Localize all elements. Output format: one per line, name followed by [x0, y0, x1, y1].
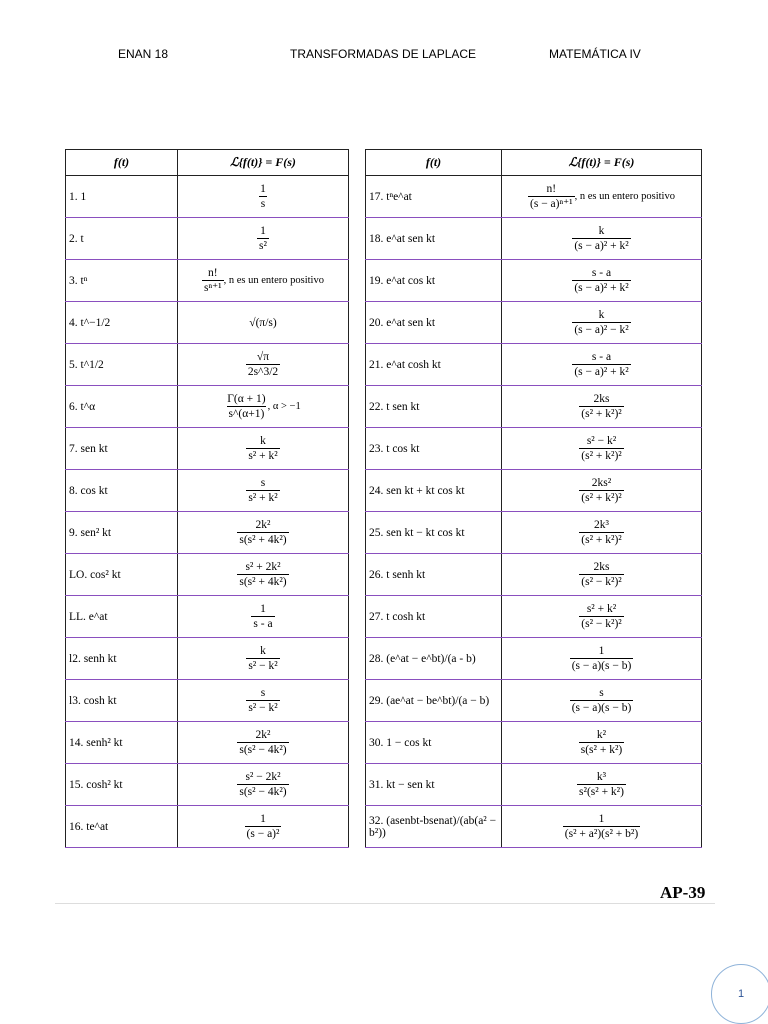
- denominator: (s² + k²)²: [581, 534, 622, 546]
- function-cell: 5. t^1/2: [66, 344, 178, 386]
- numerator: k: [260, 435, 266, 447]
- fraction: [579, 602, 623, 631]
- function-cell: 6. t^α: [66, 386, 178, 428]
- function-cell: 14. senh² kt: [66, 722, 178, 764]
- transform-cell: [178, 638, 349, 680]
- fraction: [257, 224, 269, 253]
- table-row: [66, 806, 349, 848]
- column-header-function: f(t): [66, 150, 178, 176]
- page-number: 1: [737, 988, 745, 1000]
- table-row: [66, 386, 349, 428]
- numerator: 2ks: [593, 393, 610, 405]
- function-cell: LL. e^at: [66, 596, 178, 638]
- condition-note: , α > −1: [267, 401, 301, 412]
- denominator: (s² + a²)(s² + b²): [564, 828, 639, 840]
- function-cell: 22. t sen kt: [366, 386, 502, 428]
- transform-cell: [178, 260, 349, 302]
- fraction: [237, 728, 288, 757]
- denominator: s^(α+1): [228, 408, 265, 420]
- table-row: [366, 596, 702, 638]
- transform-cell: [178, 806, 349, 848]
- denominator: 2s^3/2: [247, 366, 279, 378]
- numerator: 2ks²: [591, 477, 612, 489]
- denominator: s(s² − 4k²): [239, 786, 287, 798]
- function-cell: 23. t cos kt: [366, 428, 502, 470]
- fraction: [579, 434, 623, 463]
- transform-cell: [502, 764, 702, 806]
- fraction: [579, 476, 623, 505]
- function-cell: 21. e^at cosh kt: [366, 344, 502, 386]
- table-row: [66, 470, 349, 512]
- table-row: [366, 764, 702, 806]
- table-row: [66, 596, 349, 638]
- table-row: [366, 806, 702, 848]
- transform-cell: [502, 554, 702, 596]
- fraction: [579, 392, 623, 421]
- numerator: 1: [260, 813, 266, 825]
- table-row: [66, 680, 349, 722]
- fraction: [246, 476, 279, 505]
- function-cell: 15. cosh² kt: [66, 764, 178, 806]
- numerator: s² + 2k²: [245, 561, 281, 573]
- transform-cell: [502, 260, 702, 302]
- fraction: [246, 686, 279, 715]
- table-row: [66, 722, 349, 764]
- fraction: [563, 812, 640, 841]
- denominator: s(s² + 4k²): [239, 534, 287, 546]
- denominator: s² − k²: [248, 660, 278, 672]
- transform-cell: [502, 470, 702, 512]
- table-row: [66, 218, 349, 260]
- function-cell: 20. e^at sen kt: [366, 302, 502, 344]
- function-cell: 3. tⁿ: [66, 260, 178, 302]
- numerator: s - a: [591, 351, 612, 363]
- numerator: 2k²: [255, 519, 271, 531]
- table-row: [366, 386, 702, 428]
- fraction: [570, 644, 634, 673]
- condition-note: , n es un entero positivo: [223, 275, 324, 286]
- table-row: [66, 344, 349, 386]
- function-cell: 31. kt − sen kt: [366, 764, 502, 806]
- numerator: s² + k²: [586, 603, 617, 615]
- table-row: [366, 176, 702, 218]
- table-row: [366, 218, 702, 260]
- fraction: [579, 728, 625, 757]
- transform-cell: [178, 554, 349, 596]
- table-row: [366, 428, 702, 470]
- numerator: k³: [596, 771, 607, 783]
- table-row: [366, 554, 702, 596]
- function-cell: 29. (ae^at − be^bt)/(a − b): [366, 680, 502, 722]
- numerator: k²: [596, 729, 607, 741]
- header-right: MATEMÁTICA IV: [549, 47, 641, 61]
- transform-cell: [178, 596, 349, 638]
- fraction: [528, 182, 575, 211]
- transform-cell: [502, 176, 702, 218]
- denominator: (s − a)² + k²: [574, 282, 629, 294]
- denominator: s²: [259, 240, 267, 252]
- numerator: 2k²: [255, 729, 271, 741]
- denominator: s² + k²: [248, 492, 278, 504]
- table-row: [66, 764, 349, 806]
- divider: [55, 903, 715, 904]
- table-row: [66, 302, 349, 344]
- numerator: s² − 2k²: [245, 771, 281, 783]
- function-cell: 7. sen kt: [66, 428, 178, 470]
- fraction: [202, 266, 224, 295]
- numerator: s - a: [591, 267, 612, 279]
- header-left: ENAN 18: [118, 47, 169, 61]
- numerator: √π: [256, 351, 270, 363]
- function-cell: 4. t^−1/2: [66, 302, 178, 344]
- function-cell: 25. sen kt − kt cos kt: [366, 512, 502, 554]
- numerator: k: [598, 309, 605, 321]
- fraction: [258, 182, 268, 211]
- fraction: [251, 602, 274, 631]
- transform-cell: [502, 722, 702, 764]
- fraction: [237, 518, 288, 547]
- function-cell: l2. senh kt: [66, 638, 178, 680]
- denominator: (s − a)²: [246, 828, 280, 840]
- function-cell: 32. (asenbt-bsenat)/(ab(a² − b²)): [366, 806, 502, 848]
- function-cell: 24. sen kt + kt cos kt: [366, 470, 502, 512]
- transform-expression: √(π/s): [249, 316, 277, 329]
- denominator: s(s² + k²): [580, 744, 623, 756]
- function-cell: 19. e^at cos kt: [366, 260, 502, 302]
- numerator: 1: [260, 603, 266, 615]
- fraction: [246, 644, 279, 673]
- table-row: [366, 470, 702, 512]
- denominator: s(s² − 4k²): [239, 744, 287, 756]
- denominator: s² + k²: [248, 450, 278, 462]
- fraction: [246, 350, 280, 379]
- numerator: 2k³: [594, 519, 609, 531]
- numerator: s: [260, 687, 266, 699]
- function-cell: 28. (e^at − e^bt)/(a - b): [366, 638, 502, 680]
- transform-cell: [502, 386, 702, 428]
- transform-cell: [178, 722, 349, 764]
- condition-note: , n es un entero positivo: [574, 191, 675, 202]
- numerator: s: [599, 687, 604, 699]
- table-row: [66, 512, 349, 554]
- denominator: (s − a)² − k²: [574, 324, 629, 336]
- fraction: [572, 266, 630, 295]
- denominator: (s² − k²)²: [581, 576, 622, 588]
- denominator: (s² + k²)²: [581, 450, 622, 462]
- fraction: [246, 434, 279, 463]
- transform-cell: [502, 428, 702, 470]
- denominator: s(s² + 4k²): [239, 576, 287, 588]
- transform-cell: [502, 512, 702, 554]
- numerator: 1: [598, 645, 605, 657]
- fraction: [245, 812, 282, 841]
- transform-cell: [178, 512, 349, 554]
- transform-cell: [502, 680, 702, 722]
- fraction: [572, 308, 630, 337]
- denominator: (s² + k²)²: [581, 408, 622, 420]
- table-row: [366, 680, 702, 722]
- header-title: TRANSFORMADAS DE LAPLACE: [290, 47, 477, 61]
- fraction: [237, 560, 288, 589]
- function-cell: l3. cosh kt: [66, 680, 178, 722]
- function-cell: 17. tⁿe^at: [366, 176, 502, 218]
- numerator: 1: [260, 225, 266, 237]
- function-cell: 1. 1: [66, 176, 178, 218]
- function-cell: 26. t senh kt: [366, 554, 502, 596]
- numerator: 1: [598, 813, 605, 825]
- numerator: 2ks: [593, 561, 610, 573]
- function-cell: 8. cos kt: [66, 470, 178, 512]
- transform-cell: [178, 302, 349, 344]
- table-row: [366, 638, 702, 680]
- numerator: Γ(α + 1): [227, 393, 266, 405]
- fraction: [577, 770, 626, 799]
- fraction: [579, 560, 623, 589]
- numerator: k: [598, 225, 605, 237]
- denominator: s: [260, 198, 266, 210]
- denominator: (s − a)ⁿ⁺¹: [530, 198, 573, 210]
- fraction: [225, 392, 267, 421]
- function-cell: 16. te^at: [66, 806, 178, 848]
- transform-cell: [178, 470, 349, 512]
- denominator: s²(s² + k²): [579, 786, 624, 798]
- column-header-transform: ℒ{f(t)} = F(s): [502, 150, 702, 176]
- denominator: (s − a)(s − b): [571, 660, 632, 672]
- transform-cell: [178, 176, 349, 218]
- page-code: AP-39: [660, 883, 706, 902]
- fraction: [572, 224, 630, 253]
- numerator: 1: [260, 183, 266, 195]
- column-header-function: f(t): [366, 150, 502, 176]
- transform-cell: [178, 428, 349, 470]
- table-row: [66, 260, 349, 302]
- laplace-table-right: [365, 149, 702, 848]
- numerator: n!: [208, 267, 218, 279]
- denominator: (s − a)² + k²: [574, 366, 629, 378]
- denominator: (s − a)(s − b): [571, 702, 632, 714]
- function-cell: 27. t cosh kt: [366, 596, 502, 638]
- table-row: [366, 722, 702, 764]
- table-row: [366, 260, 702, 302]
- denominator: s² − k²: [248, 702, 278, 714]
- numerator: n!: [546, 183, 557, 195]
- transform-cell: [502, 344, 702, 386]
- transform-cell: [502, 638, 702, 680]
- transform-cell: [178, 386, 349, 428]
- transform-cell: [178, 764, 349, 806]
- function-cell: 18. e^at sen kt: [366, 218, 502, 260]
- table-row: [366, 302, 702, 344]
- table-row: [366, 512, 702, 554]
- function-cell: 30. 1 − cos kt: [366, 722, 502, 764]
- denominator: (s² + k²)²: [581, 492, 622, 504]
- denominator: sⁿ⁺¹: [204, 282, 222, 294]
- transform-cell: [178, 680, 349, 722]
- transform-cell: [502, 596, 702, 638]
- transform-cell: [178, 218, 349, 260]
- denominator: s - a: [253, 618, 273, 630]
- transform-cell: [502, 806, 702, 848]
- fraction: [570, 686, 634, 715]
- transform-cell: [502, 218, 702, 260]
- table-row: [66, 176, 349, 218]
- table-row: [66, 638, 349, 680]
- transform-cell: [502, 302, 702, 344]
- function-cell: LO. cos² kt: [66, 554, 178, 596]
- laplace-table-left: [65, 149, 349, 848]
- function-cell: 2. t: [66, 218, 178, 260]
- numerator: s: [260, 477, 266, 489]
- transform-cell: [178, 344, 349, 386]
- denominator: (s² − k²)²: [581, 618, 622, 630]
- column-header-transform: ℒ{f(t)} = F(s): [178, 150, 349, 176]
- numerator: s² − k²: [586, 435, 617, 447]
- fraction: [579, 518, 623, 547]
- function-cell: 9. sen² kt: [66, 512, 178, 554]
- fraction: [572, 350, 630, 379]
- fraction: [237, 770, 288, 799]
- page-number-badge: [711, 964, 768, 1024]
- numerator: k: [260, 645, 266, 657]
- table-row: [66, 428, 349, 470]
- denominator: (s − a)² + k²: [574, 240, 629, 252]
- table-row: [366, 344, 702, 386]
- table-row: [66, 554, 349, 596]
